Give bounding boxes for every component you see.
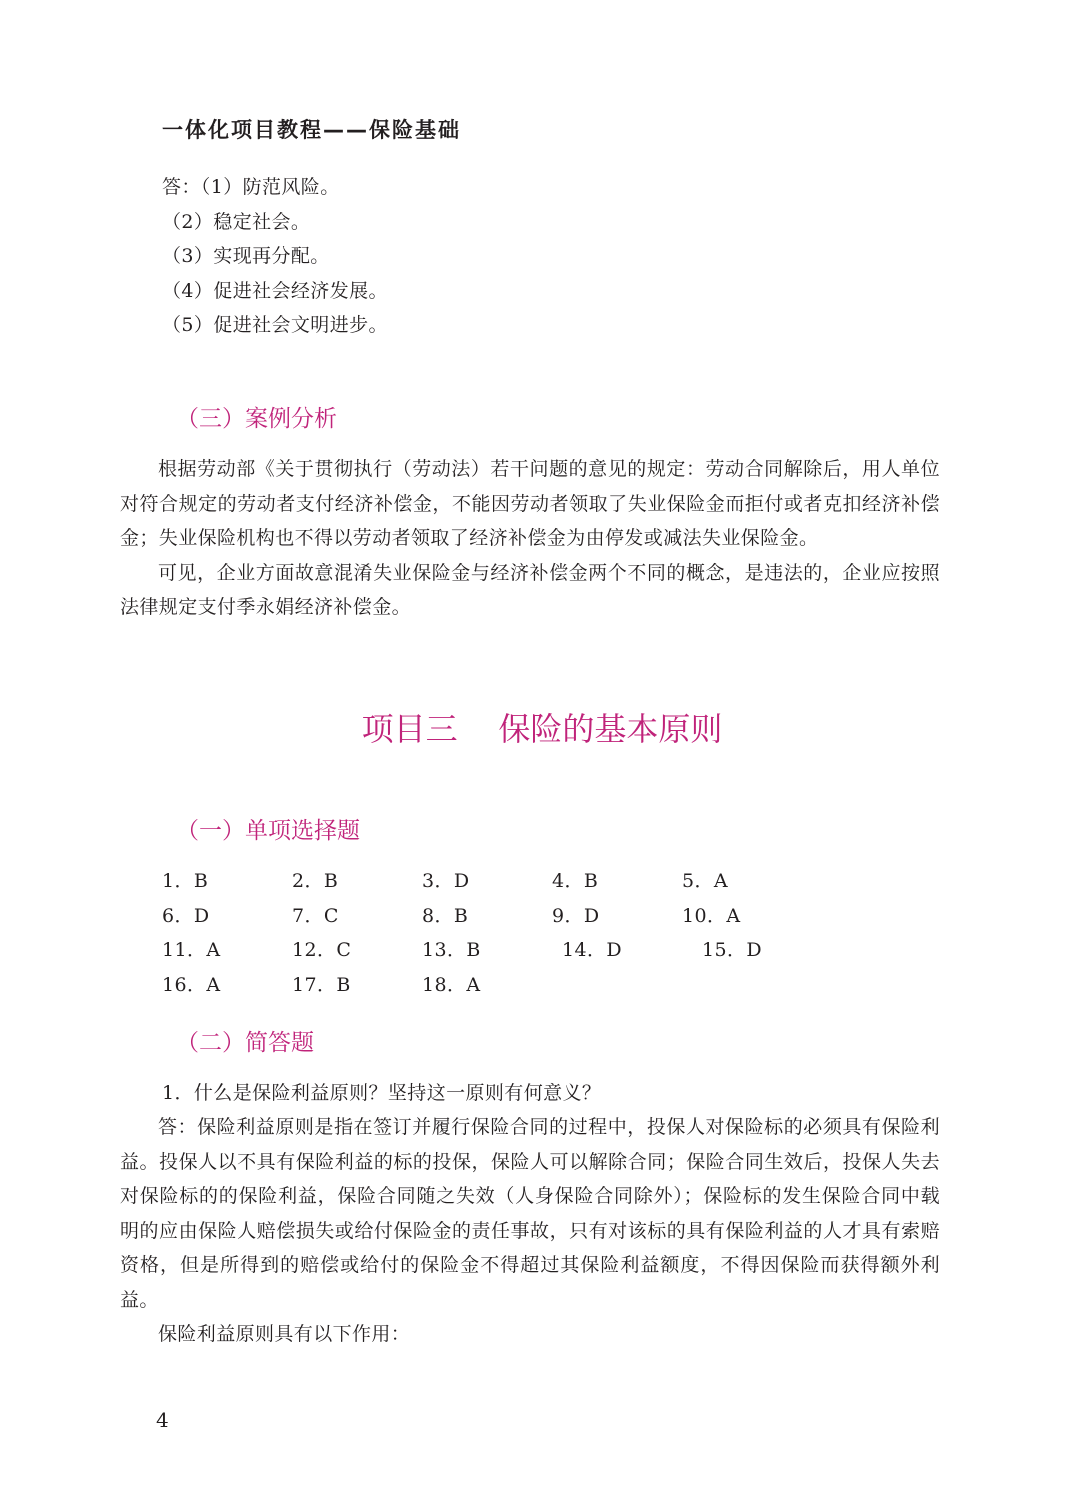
answer-cell: 5．A	[682, 870, 729, 892]
answer-item: （4）促进社会经济发展。	[162, 279, 388, 302]
paragraph: 保险利益原则具有以下作用：	[158, 1323, 411, 1345]
answer-cell: 13．B	[422, 939, 481, 961]
answer-cell: 1．B	[162, 870, 209, 892]
answer-cell: 14．D	[562, 939, 623, 961]
answer-cell: 12．C	[292, 939, 352, 961]
project-title: 项目三 保险的基本原则	[361, 710, 723, 748]
paragraph: 答：保险利益原则是指在签订并履行保险合同的过程中，投保人对保险标的必须具有保险利益。投保人以不具有保险利益的标的投保，保险人可以解除合同；保险合同生效后，投保人失去对保险标的的保险利益，保险合同随之失效（人身保险合同除外）；保险标的发生保险合同中载明的应由保险人赔偿损失或给付保险金的责任事故，只有对该标的具有保险利益的人才具有索赔资格，但是所得到的赔偿或给付的保险金不得超过其保险利益额度，不得因保险而获得额外利益。	[120, 1116, 940, 1311]
short-answer-body	[120, 1110, 940, 1352]
answer-cell: 3．D	[422, 870, 470, 892]
answer-cell: 9．D	[552, 904, 600, 927]
answer-cell: 17．B	[292, 973, 351, 996]
page-number: 4	[156, 1408, 169, 1432]
answer-cell: 7．C	[292, 904, 339, 927]
case-analysis-heading: （三）案例分析	[176, 406, 337, 432]
answer-item: （2）稳定社会。	[162, 210, 311, 233]
paragraph: 可见，企业方面故意混淆失业保险金与经济补偿金两个不同的概念，是违法的，企业应按照法律规定支付季永娟经济补偿金。	[120, 561, 940, 618]
case-analysis-body	[120, 452, 940, 625]
answer-row	[162, 933, 862, 968]
running-header: 一体化项目教程——保险基础	[162, 118, 461, 142]
answer-row	[162, 899, 862, 934]
answer-cell: 8．B	[422, 904, 469, 927]
answer-cell: 6．D	[162, 904, 210, 927]
answer-cell: 4．B	[552, 870, 599, 892]
answer-cell: 18．A	[422, 973, 481, 996]
answer-grid	[162, 864, 862, 1002]
answer-cell: 10．A	[682, 904, 741, 927]
question-text: 1．什么是保险利益原则？坚持这一原则有何意义？	[162, 1082, 602, 1104]
short-answer-heading: （二）简答题	[176, 1030, 314, 1056]
answer-row	[162, 968, 862, 1003]
answer-cell: 11．A	[162, 939, 221, 961]
paragraph: 根据劳动部《关于贯彻执行（劳动法）若干问题的意见的规定：劳动合同解除后，用人单位对符合规定的劳动者支付经济补偿金，不能因劳动者领取了失业保险金而拒付或者克扣经济补偿金；失业保险机构也不得以劳动者领取了经济补偿金为由停发或减法失业保险金。	[120, 458, 940, 549]
answer-cell: 16．A	[162, 973, 221, 996]
single-choice-heading: （一）单项选择题	[176, 818, 360, 844]
answer-list	[162, 170, 942, 343]
answer-item: （3）实现再分配。	[162, 245, 330, 267]
answer-cell: 15．D	[702, 939, 763, 961]
answer-item: 答：（1）防范风险。	[162, 176, 340, 198]
answer-row	[162, 864, 862, 899]
answer-cell: 2．B	[292, 870, 339, 892]
answer-item: （5）促进社会文明进步。	[162, 314, 388, 336]
